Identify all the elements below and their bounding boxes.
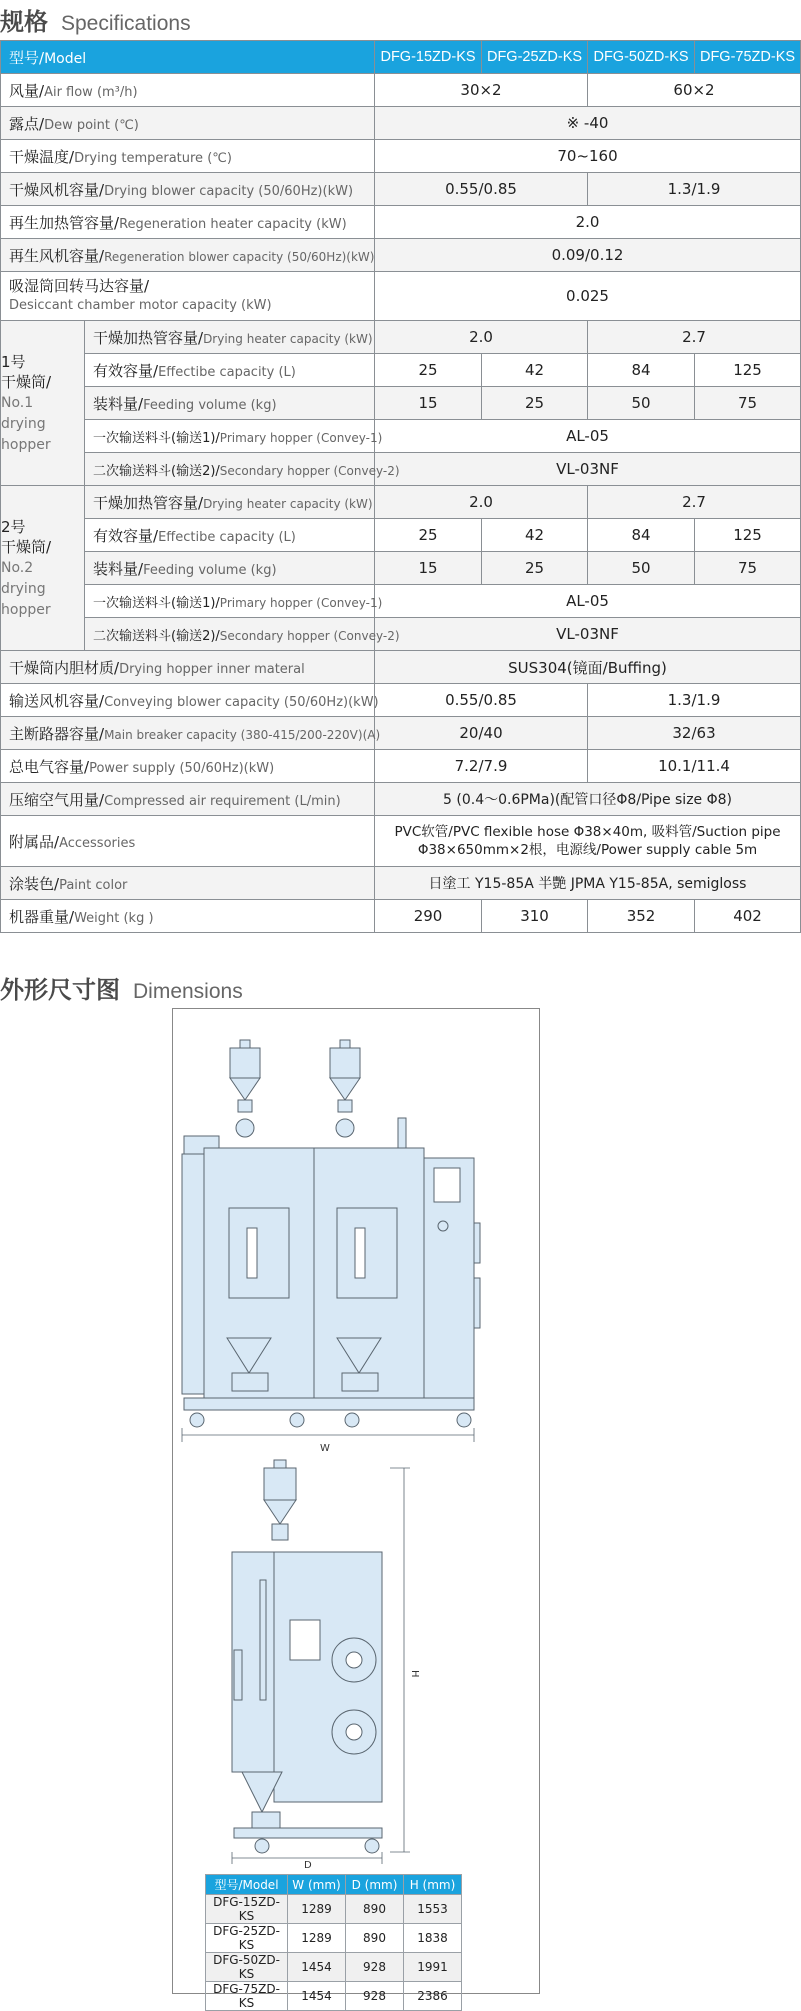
width-dim-label: W — [320, 1443, 330, 1454]
dim-heading-zh: 外形尺寸图 — [0, 976, 120, 1004]
spec-heading-en: Specifications — [61, 12, 191, 35]
side-view-drawing — [172, 1460, 538, 1870]
hopper1-heater-row: 1号 干燥筒/ No.1 drying hopper 干燥加热管容量/Drying heater capacity (kW) 2.0 2.7 — [1, 321, 801, 354]
model-col-1: DFG-15ZD-KS — [375, 41, 482, 74]
row-air-flow: 风量/Air flow (m³/h) 30×2 60×2 — [1, 74, 801, 107]
spec-table — [0, 40, 801, 933]
hopper2-secondary-row: 二次输送料斗(输送2)/Secondary hopper (Convey-2) VL-03NF — [1, 618, 801, 651]
dimensions-table — [205, 1874, 462, 2011]
row-paint-color: 涂装色/Paint color 日塗工 Y15-85A 半艷 JPMA Y15-85A, semigloss — [1, 867, 801, 900]
row-regeneration-heater: 再生加热管容量/Regeneration heater capacity (kW) 2.0 — [1, 206, 801, 239]
hopper1-group-label: 1号 干燥筒/ No.1 drying hopper — [1, 321, 85, 486]
accessories-line-1: PVC软管/PVC flexible hose Φ38×40m, 吸料管/Suction pipe — [394, 824, 781, 840]
row-weight: 机器重量/Weight (kg ) 290 310 352 402 — [1, 900, 801, 933]
dim-table-header: 型号/Model W (mm) D (mm) H (mm) — [206, 1875, 462, 1895]
spec-heading-zh: 规格 — [0, 8, 48, 36]
header-row — [1, 41, 801, 74]
row-drying-blower: 干燥风机容量/Drying blower capacity (50/60Hz)(kW) 0.55/0.85 1.3/1.9 — [1, 173, 801, 206]
spec-heading — [0, 2, 191, 37]
model-col-3: DFG-50ZD-KS — [588, 41, 695, 74]
model-col-4: DFG-75ZD-KS — [695, 41, 801, 74]
row-accessories: 附属品/Accessories PVC软管/PVC flexible hose Φ38×40m, 吸料管/Suction pipe Φ38×650mm×2根，电源线/Power supply cable 5m — [1, 816, 801, 867]
dim-heading-en: Dimensions — [133, 980, 243, 1003]
row-desiccant-motor: 吸湿筒回转马达容量/ Desiccant chamber motor capacity (kW) 0.025 — [1, 272, 801, 321]
model-col-2: DFG-25ZD-KS — [482, 41, 588, 74]
row-power-supply: 总电气容量/Power supply (50/60Hz)(kW) 7.2/7.9 10.1/11.4 — [1, 750, 801, 783]
row-conveying-blower: 输送风机容量/Conveying blower capacity (50/60Hz)(kW) 0.55/0.85 1.3/1.9 — [1, 684, 801, 717]
dim-table-row: DFG-15ZD-KS 1289 890 1553 — [206, 1895, 462, 1924]
hopper1-feeding-row: 装料量/Feeding volume (kg) 15 25 50 75 — [1, 387, 801, 420]
dim-table-row: DFG-50ZD-KS 1454 928 1991 — [206, 1953, 462, 1982]
model-label: 型号/Model — [1, 41, 375, 74]
row-main-breaker: 主断路器容量/Main breaker capacity (380-415/200-220V)(A) 20/40 32/63 — [1, 717, 801, 750]
hopper2-feeding-row: 装料量/Feeding volume (kg) 15 25 50 75 — [1, 552, 801, 585]
row-compressed-air: 压缩空气用量/Compressed air requirement (L/min) 5 (0.4～0.6PMa)(配管口径Φ8/Pipe size Φ8) — [1, 783, 801, 816]
row-drying-temperature: 干燥温度/Drying temperature (℃) 70~160 — [1, 140, 801, 173]
row-dew-point: 露点/Dew point (℃) ※ -40 — [1, 107, 801, 140]
depth-dim-label: D — [304, 1860, 312, 1871]
hopper1-primary-row: 一次输送料斗(输送1)/Primary hopper (Convey-1) AL-05 — [1, 420, 801, 453]
height-dim-label: H — [409, 1670, 420, 1678]
dim-table-row: DFG-75ZD-KS 1454 928 2386 — [206, 1982, 462, 2011]
dim-table-row: DFG-25ZD-KS 1289 890 1838 — [206, 1924, 462, 1953]
row-regeneration-blower: 再生风机容量/Regeneration blower capacity (50/60Hz)(kW) 0.09/0.12 — [1, 239, 801, 272]
front-view-drawing — [172, 1008, 538, 1468]
hopper2-group-label: 2号 干燥筒/ No.2 drying hopper — [1, 486, 85, 651]
hopper2-capacity-row: 有效容量/Effectibe capacity (L) 25 42 84 125 — [1, 519, 801, 552]
row-inner-material: 干燥筒内胆材质/Drying hopper inner materal SUS304(镜面/Buffing) — [1, 651, 801, 684]
hopper1-capacity-row: 有效容量/Effectibe capacity (L) 25 42 84 125 — [1, 354, 801, 387]
accessories-line-2: Φ38×650mm×2根，电源线/Power supply cable 5m — [417, 842, 758, 858]
hopper1-secondary-row: 二次输送料斗(输送2)/Secondary hopper (Convey-2) VL-03NF — [1, 453, 801, 486]
dim-heading — [0, 970, 243, 1005]
hopper2-heater-row: 2号 干燥筒/ No.2 drying hopper 干燥加热管容量/Drying heater capacity (kW) 2.0 2.7 — [1, 486, 801, 519]
hopper2-primary-row: 一次输送料斗(输送1)/Primary hopper (Convey-1) AL-05 — [1, 585, 801, 618]
